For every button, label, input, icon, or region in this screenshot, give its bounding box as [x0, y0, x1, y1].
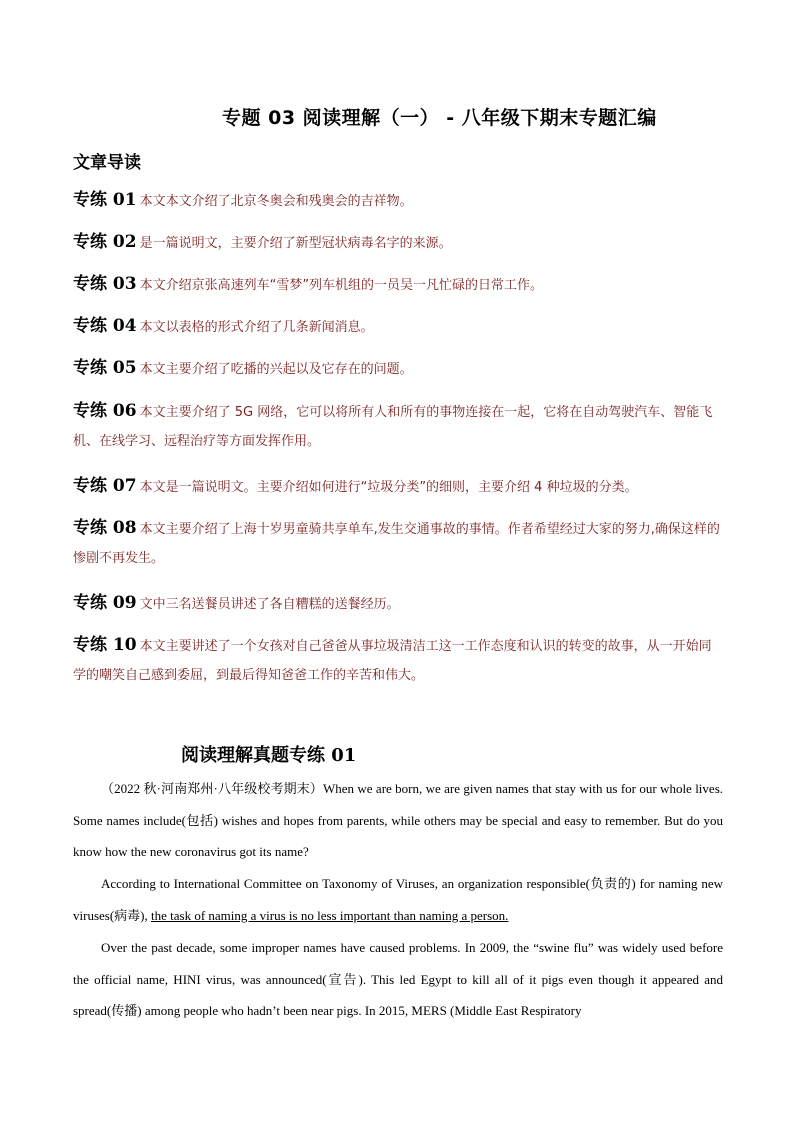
exercise-title: 阅读理解真题专练 01: [181, 745, 357, 766]
section-heading-guide: 文章导读: [73, 153, 141, 173]
guide-item-label: 专练 05: [73, 358, 137, 378]
guide-item-text: 本文主要讲述了一个女孩对自己爸爸从事垃圾清洁工这一工作态度和认识的转变的故事，从一开始同学的嘲笑自己感到委屈，到最后得知爸爸工作的辛苦和伟大。: [73, 639, 712, 683]
guide-item: [73, 186, 723, 216]
passage-paragraph: [73, 868, 723, 931]
paragraph-text: According to International Committee on Taxonomy of Viruses, an organization responsible(负责的) for naming new viruses(病毒),: [73, 876, 723, 923]
guide-item-label: 专练 09: [73, 593, 137, 613]
guide-item: [73, 270, 723, 300]
guide-item: [73, 472, 723, 502]
guide-item: [73, 354, 723, 384]
guide-item: [73, 631, 723, 690]
guide-item-text: 本文本文介绍了北京冬奥会和残奥会的吉祥物。: [139, 194, 413, 209]
guide-item-label: 专练 06: [73, 401, 137, 421]
guide-item: [73, 589, 723, 619]
guide-item: [73, 312, 723, 342]
guide-item-label: 专练 08: [73, 518, 137, 538]
passage-paragraph: [73, 773, 723, 868]
guide-item-label: 专练 03: [73, 274, 137, 294]
guide-item-label: 专练 04: [73, 316, 137, 336]
guide-item: [73, 228, 723, 258]
guide-item-text: 本文主要介绍了吃播的兴起以及它存在的问题。: [139, 362, 413, 377]
guide-item-text: 本文是一篇说明文。主要介绍如何进行“垃圾分类”的细则，主要介绍 4 种垃圾的分类。: [139, 480, 638, 495]
guide-item: [73, 397, 723, 456]
guide-item-text: 文中三名送餐员讲述了各自糟糕的送餐经历。: [139, 597, 400, 612]
passage-paragraph: [73, 932, 723, 1027]
page-title: 专题 03 阅读理解（一） - 八年级下期末专题汇编: [222, 107, 657, 129]
guide-item-text: 本文介绍京张高速列车“雪梦”列车机组的一员吴一凡忙碌的日常工作。: [139, 278, 544, 293]
paragraph-text: Over the past decade, some improper names have caused problems. In 2009, the “swine flu” was widely used before the official name, HINI virus, was announced(宣告). This led Egypt to kill all of it pigs even though it appeared and spread(传播) among people who hadn’t been near pigs. In 2015, MERS (Middle East Respiratory: [73, 940, 723, 1018]
guide-item-text: 本文以表格的形式介绍了几条新闻消息。: [139, 320, 374, 335]
guide-item-text: 是一篇说明文，主要介绍了新型冠状病毒名字的来源。: [139, 236, 452, 251]
guide-item-label: 专练 02: [73, 232, 137, 252]
paragraph-text: （2022 秋·河南郑州·八年级校考期末）When we are born, we are given names that stay with us for our whole lives. Some names include(包括) wishes and hopes from parents, while others may be special and easy to remember. But do you know how the new coronavirus got its name?: [73, 781, 723, 859]
guide-item-label: 专练 10: [73, 635, 137, 655]
guide-item: [73, 514, 723, 573]
guide-item-label: 专练 07: [73, 476, 137, 496]
guide-item-text: 本文主要介绍了上海十岁男童骑共享单车,发生交通事故的事情。作者希望经过大家的努力,确保这样的惨剧不再发生。: [73, 522, 720, 566]
guide-item-text: 本文主要介绍了 5G 网络，它可以将所有人和所有的事物连接在一起，它将在自动驾驶汽车、智能飞机、在线学习、远程治疗等方面发挥作用。: [73, 405, 713, 449]
guide-item-label: 专练 01: [73, 190, 137, 210]
underlined-sentence: the task of naming a virus is no less important than naming a person.: [151, 907, 509, 923]
